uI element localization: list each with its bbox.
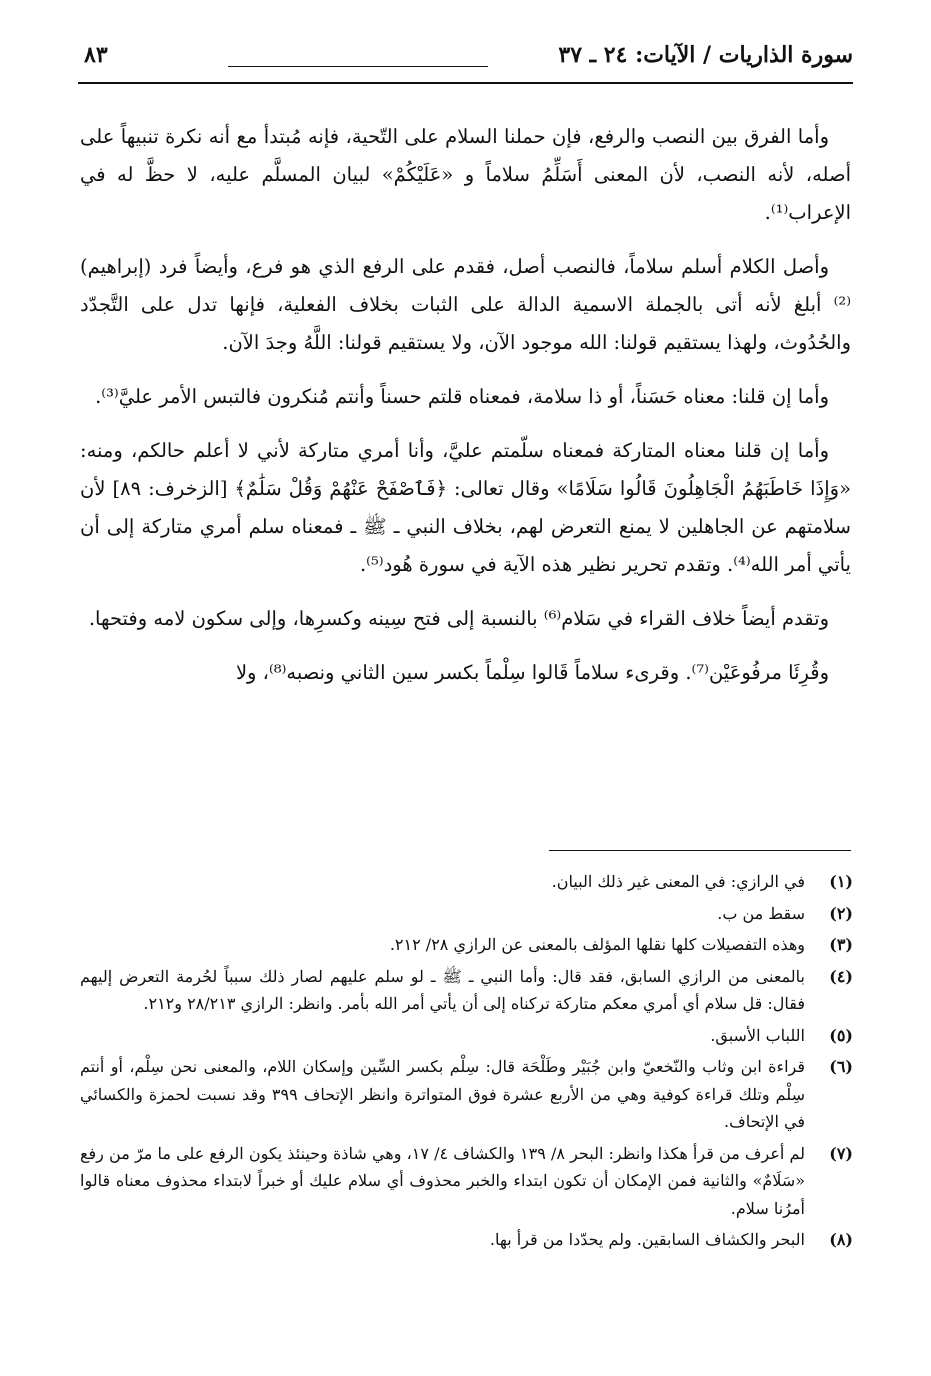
footnote-text: وهذه التفصيلات كلها نقلها المؤلف بالمعنى عن الرازي ٢٨/ ٢١٢. xyxy=(389,935,805,954)
footnotes xyxy=(80,868,853,1258)
footnote-number: (٤) xyxy=(829,966,853,986)
footnote xyxy=(80,1022,853,1050)
footnote-number: (٥) xyxy=(829,1025,853,1045)
footnote xyxy=(80,1226,853,1254)
main-text xyxy=(80,118,851,708)
footnote xyxy=(80,1053,853,1136)
footnote-text: لم أعرف من قرأ هكذا وانظر: البحر ٨/ ١٣٩ والكشاف ٤/ ١٧، وهي شاذة وحينئذ يكون الرفع على ما مرّ من رفع «سَلَامٌ» والثانية فمن الإمكان أن تكون ابتداء والخبر محذوف أي سلام عليك أو خبراً لابتداء محذوف معناه قالوا أمرُنا سلام. xyxy=(80,1143,806,1218)
page-header xyxy=(78,38,853,84)
footnote-text: اللباب الأسبق. xyxy=(710,1025,805,1045)
footnote xyxy=(80,1140,853,1223)
paragraph: وأما الفرق بين النصب والرفع، فإن حملنا السلام على التّحية، فإنه مُبتدأ مع أنه نكرة تنبيهاً على أصله، لأنه النصب، لأن المعنى أَسَلِّمُ سلاماً و «عَلَيْكُمْ» لبيان المسلَّم عليه، لا حظَّ له في الإعراب⁽¹⁾. xyxy=(80,125,851,224)
footnote-number: (١) xyxy=(829,872,853,891)
footnote-text: قراءة ابن وثاب والنّخعيّ وابن جُبَيْر وطَلْحَة قال: سِلْم بكسر السِّين وإسكان اللام، والمعنى نحن سِلْم، أو أنتم سِلْم وتلك قراءة كوفية وهي من الأربع عشرة فوق المتواترة وانظر الإتحاف ٣٩٩ وقد نسبت لحمزة والكسائي في الإتحاف. xyxy=(80,1057,805,1131)
footnote-number: (٦) xyxy=(829,1057,853,1076)
footnote xyxy=(80,963,853,1018)
footnote-separator xyxy=(549,850,851,851)
footnote-number: (٣) xyxy=(829,935,853,954)
footnote xyxy=(80,900,853,928)
footnote-text: في الرازي: في المعنى غير ذلك البيان. xyxy=(551,872,805,891)
footnote xyxy=(80,868,853,896)
header-rule xyxy=(228,66,488,67)
footnote-text: بالمعنى من الرازي السابق، فقد قال: وأما النبي ـ ﷺ ـ لو سلم عليهم لصار ذلك سبباً لحُرمة التعرض إليهم فقال: قل سلام أي أمري معكم متاركة تركناه إلى أن يأتي أمر الله بأمر. وانظر: الرازي ٢٨/٢١٣ و٢١٢. xyxy=(80,966,805,1013)
page-number: ٨٣ xyxy=(84,42,108,68)
footnote-text: سقط من ب. xyxy=(717,903,805,923)
footnote-number: (٧) xyxy=(829,1143,853,1163)
footnote-number: (٢) xyxy=(829,903,853,923)
footnote xyxy=(80,931,853,959)
paragraph: وأصل الكلام أسلم سلاماً، فالنصب أصل، فقدم على الرفع الذي هو فرع، وأيضاً فرد (إبراهيم)⁽²⁾ أبلغ لأنه أتى بالجملة الاسمية الدالة على الثبات بخلاف الفعلية، فإنها تدل على التَّجدّد والحُدُوث، ولهذا يستقيم قولنا: الله موجود الآن، ولا يستقيم قولنا: اللَّهُ وجدَ الآن. xyxy=(80,255,851,354)
paragraph: وأما إن قلنا: معناه حَسَناً، أو ذا سلامة، فمعناه قلتم حسناً وأنتم مُنكرون فالتبس الأمر عليَّ⁽³⁾. xyxy=(95,385,829,408)
paragraph: وتقدم أيضاً خلاف القراء في سَلام⁽⁶⁾ بالنسبة إلى فتح سِينه وكسرِها، وإلى سكون لامه وفتحها. xyxy=(88,607,829,630)
running-title: سورة الذاريات / الآيات: ٢٤ ـ ٣٧ xyxy=(558,42,853,68)
footnote-number: (٨) xyxy=(829,1230,853,1249)
paragraph: وأما إن قلنا معناه المتاركة فمعناه سلّمتم عليَّ، وأنا أمري متاركة لأني لا أعلم حالكم، ومنه: «وَإِذَا خَاطَبَهُمُ الْجَاهِلُونَ قَالُوا سَلَامًا» وقال تعالى: ﴿فَٱصْفَحْ عَنْهُمْ وَقُلْ سَلَٰمٌ﴾ [الزخرف: ٨٩] لأن سلامتهم عن الجاهلين لا يمنع التعرض لهم، بخلاف النبي ـ ﷺ ـ فمعناه سلم أمري متاركة إلى أن يأتي أمر الله⁽⁴⁾. وتقدم تحرير نظير هذه الآية في سورة هُود⁽⁵⁾. xyxy=(80,439,851,576)
footnote-text: البحر والكشاف السابقين. ولم يحدّدا من قرأ بها. xyxy=(489,1230,805,1249)
paragraph: وقُرِئَا مرفُوعَيْن⁽⁷⁾. وقرىء سلاماً قَالوا سِلْماً بكسر سين الثاني ونصبه⁽⁸⁾، ولا xyxy=(235,661,829,684)
